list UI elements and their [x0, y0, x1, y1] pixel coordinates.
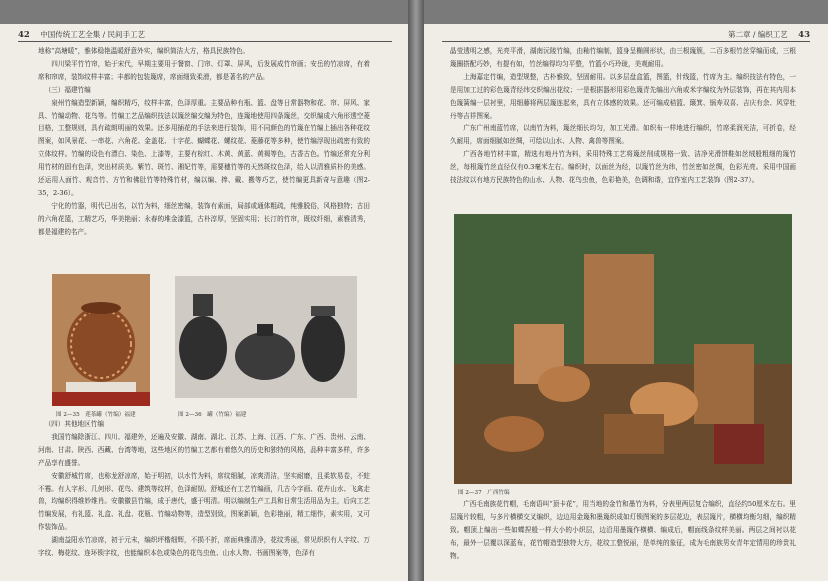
section-heading: （三）福建竹编: [44, 85, 91, 94]
left-text-bottom: [38, 418, 370, 560]
figure-caption: 图 2—35 莲茶罐（竹编）福建: [56, 412, 136, 418]
paragraph: 上海嘉定竹编，造型规整，古朴雅致，坚固耐用。以多层盘盒篮，图篮，针线篮，竹席为主。编织技法有特色，一是用加工过的彩色篾青经纬交织编出花纹；一是根据器形用彩色篾青先编出六角或米字编纹为外层装饰，再在其内用本色篾簧编一层衬里，用细藤将两层篾连起来，具有立体感的效果。还可编成秸篮、簸箕、锅寿双喜、吉庆有余、风穿牡丹等吉祥图案。: [450, 72, 796, 120]
paragraph: 广西各地竹材丰富，精选有地丹竹为料，采用特殊工艺将篾丝削成规格一致、洁净光滑饼鞋如丝绒般粗细的篾竹丝，每根篾竹丝直径仅有0.3毫米左右。编织时，以面丝为经，以篾竹丝为纬，竹丝密如丝绸，色彩光亮。采用中国画技法纹以有地方民族特色的山水、人物、花鸟虫鱼，色彩艳美，色调和谐，宜作室内工艺装饰（图2-37）。: [450, 150, 796, 185]
left-header-rule: [18, 41, 392, 42]
right-page: [424, 24, 828, 581]
paragraph: 广西毛南族花竹帽，毛南语叫“顶卡花”，用当地的金竹和墨竹为料，分表里两层复合编织，直径约50厘米左右。里层篾片较粗，与多片横横交叉编织，边边用金篾和墨篾织成如灯锁图案的多层花边，表层篾片，横横均衡匀细，编织精致。帽顶上编出一些如蝶捏般一样大小的小织层，边沿用墨篾作横横、编成后，帽面线条纹样美丽。两层之间衬以花布，最外一层覆以深蓝布，花竹帽造型独特大方，花纹工整悦丽，是单纯的象征，成为毛南族男女青年定情用的珍贵礼物。: [450, 500, 796, 560]
paragraph: 湖南益阳水竹凉席，初于元末，编织坪楷细辉，不损不折，席面典雅清净，花纹秀丽，常见织织有人字纹、万字纹、梅花纹、连环锁字纹，也能编织本色或染色的花鸟虫鱼、山水人物、书画图案等，色泽有: [38, 536, 370, 558]
right-text-top: [450, 45, 796, 187]
figure-photo-jars: [175, 276, 357, 398]
left-page: [0, 24, 408, 581]
paragraph: 安徽舒城竹席，也称龙舒凉席，始于明初，以水竹为料，席纹细腻，凉爽清洁，坚实耐磨，且柔软易卷，不蛀不霉。有人字形、几何形、花鸟、建筑等纹样，色泽耐韧。舒城还有工艺竹编画，几古今字画、花卉山水、飞禽走兽，均编织得维妙维肖。安徽徽县竹编，成于唐代，盛于明清。明以编制生产工具和日常生活用品为主，后向工艺竹编发展，有礼篮、礼盒、礼盘、花瓶、竹编动物等，造型别致，图案新颖，色彩艳丽，精工细作，素实用，又可作装饰品。: [38, 471, 370, 532]
paragraph: 地称“高塘暖”，雅体稳艳温暖舒意外实，编织简洁大方，格具民族特色。: [38, 47, 250, 55]
paragraph: 广东广州南蓝竹席，以南竹为料，篾丝细长均匀，加工光滑。如织布一样地进行编织，竹席柔润光洁，可折卷，经久耐用，席面细腻如丝绸，可绘以山水、人物、禽兽等图案。: [450, 124, 796, 146]
right-text-bottom: [450, 498, 796, 563]
figure-caption: 图 2—36 罐（竹编）福建: [178, 412, 247, 418]
left-page-number: 42: [18, 30, 30, 40]
left-header: [18, 29, 378, 40]
lotus-jar-illustration: [52, 274, 150, 406]
right-header-title: 第二章 / 编织工艺: [727, 30, 788, 39]
right-page-number: 43: [798, 30, 810, 40]
figure-photo-guangxi-bamboo: [454, 214, 792, 484]
left-text-top: [38, 45, 370, 239]
figure-photo-lotus-jar: [52, 274, 150, 406]
section-heading: （四）其他地区竹编: [44, 420, 104, 428]
paragraph: 泉州竹编造型新颖，编织精巧，纹样丰富，色泽厚重。主要品种有瓶、篮、盘等日常器物和花、帘、屏风、家具、竹编动物、花鸟等。竹编工艺品编织技法以篾丝编交编为特色，连篾地使用四条篾丝，交织编成六角形透空菱目格，工整规则，具有疏朗明丽的效果。还多用插花的手法来进行装饰，用不同颜色的竹篾在竹编上插出各种花纹图案，如风景花、一串花、六角花、金盖花、十字花、蝴蝶花、螺纹花、菱藤花等多种，使竹编浮现出疏密有致的立体纹样。竹编的设色有漂白、染色、上漆等，主要有棕红、木黄、黄蓝、黄褐等色，古香古色。竹编还常充分利用竹材的固有色泽，突出材质美。紫竹、斑竹、湘妃竹等，需要穗竹等的天然斑纹色泽，给人以清雅质朴的美感。还运用人面竹、观音竹、方竹和佛肚竹等特殊竹材，编以编、捧、戴、搬等巧艺，使竹编更具新奇与意趣（图2-35，2-36）。: [38, 98, 370, 197]
book-gutter: [408, 0, 424, 581]
right-header-rule: [442, 41, 810, 42]
left-header-title: 中国传统工艺全集 / 民间手工艺: [40, 30, 146, 39]
paragraph: 我国竹编除浙江、四川、福建外，还遍及安徽、湖南、湖北、江苏、上海、江西、广东、广西、贵州、云南、河南、甘肃、陕西、西藏、台湾等地，这些地区的竹编工艺都有着悠久的历史和独特的风格，品种丰富多样，许多产品享有盛誉。: [38, 432, 370, 467]
figure-caption: 图 2—37 广西竹编: [458, 490, 510, 496]
jars-illustration: [175, 276, 357, 398]
guangxi-bamboo-illustration: [454, 214, 792, 484]
paragraph: 晶莹透明之感，光亮平滑，湖南沅陵竹编，由釉竹编制，篮身呈椭圆形状，由三根篾簇，二百多根竹丝穿编而成，三根篾圈搭配巧妙，有提有如，竹丝编得均匀平整，竹篮小巧玲珑，美观耐用。: [450, 47, 796, 68]
paragraph: 宁化的竹器，明代已出名，以竹为料，细丝密编，装饰有素面，局部或通体粗疏，纯雅脱俗，风格独特；古田的六角花篮，工精艺巧，华美艳丽；永春的堆金漆篮，古朴淳厚，坚固实用；长汀的竹帘，既纹纤细，素雅清秀，都是福建的名产。: [38, 201, 370, 236]
paragraph: 四川梁平竹竹帘，始于宋代，早期主要用于餐窗、门帘、灯罩、屏风，后发展成竹帘画；安岳的竹凉席，有着席和帘席，装饰纹样丰富；丰都的包装篾席，席面细致柔滑，都是著名的产品。: [38, 59, 370, 81]
right-header: [460, 29, 810, 40]
